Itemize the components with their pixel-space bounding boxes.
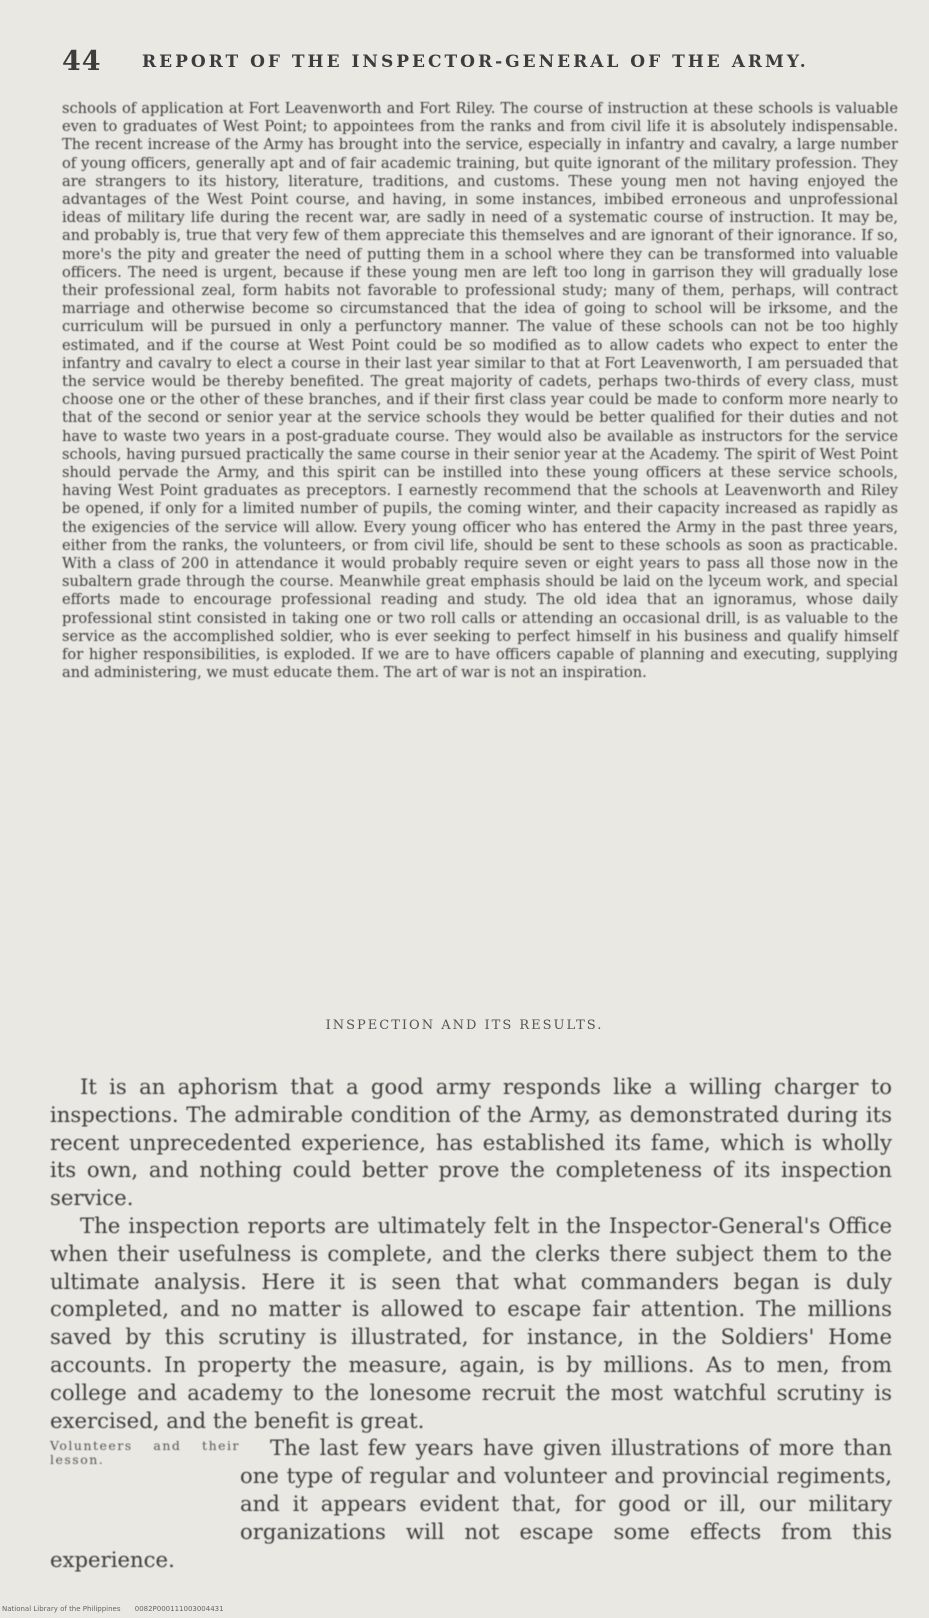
page-header (62, 46, 904, 80)
library-name: National Library of the Philippines (2, 1605, 121, 1613)
small-print-block (62, 100, 898, 683)
margin-note: Volunteers and their lesson. (50, 1438, 240, 1468)
paragraph-3: The last few years have given illustrations of more than one type of regular and volunteer and provincial regiments, and it appears evident that, for good or ill, our military organizations will not escape some effects from this experience. (50, 1435, 892, 1572)
section-heading: INSPECTION AND ITS RESULTS. (325, 1018, 604, 1033)
running-head: REPORT OF THE INSPECTOR-GENERAL OF THE ARMY. (142, 52, 809, 72)
paragraph-2: The inspection reports are ultimately felt in the Inspector-General's Office when their usefulness is complete, and the clerks there subject them to the ultimate analysis. Here it is seen that what commanders began is duly completed, and no matter is allowed to escape fair attention. The millions saved by this scrutiny is illustrated, for instance, in the Soldiers' Home accounts. In property the measure, again, is by millions. As to men, from college and academy to the lonesome recruit the most watchful scrutiny is exercised, and the benefit is great. (50, 1212, 892, 1433)
margin-note-wrap (50, 1434, 240, 1518)
large-print-block (50, 1073, 892, 1573)
library-footer (2, 1605, 236, 1613)
page-number: 44 (62, 46, 102, 77)
scan-identifier: 0082P000111003004431 (134, 1605, 224, 1613)
paragraph-1: It is an aphorism that a good army responds like a willing charger to inspections. The admirable condition of the Army, as demonstrated during its recent unprecedented experience, has established its fame, which is wholly its own, and nothing could better prove the completeness of its inspection service. (50, 1074, 892, 1211)
small-print-paragraph: schools of application at Fort Leavenworth and Fort Riley. The course of instruction at these schools is valuable even to graduates of West Point; to appointees from the ranks and from civil life it is absolutely indispensable. The recent increase of the Army has brought into the service, especially in infantry and cavalry, a large number of young officers, generally apt and of fair academic training, but quite ignorant of the military profession. They are strangers to its history, literature, traditions, and customs. These young men not having enjoyed the advantages of the West Point course, and having, in some instances, imbibed erroneous and unprofessional ideas of military life during the recent war, are sadly in need of a systematic course of instruction. It may be, and probably is, true that very few of them appreciate this themselves and are ignorant of their ignorance. If so, more's the pity and greater the need of putting them in a school where they can be transformed into valuable officers. The need is urgent, because if these young men are left too long in garrison they will gradually lose their professional zeal, form habits not favorable to professional study; many of them, perhaps, will contract marriage and otherwise become so circumstanced that the idea of going to school will be irksome, and the curriculum will be pursued in only a perfunctory manner. The value of these schools can not be too highly estimated, and if the course at West Point could be so modified as to allow cadets who expect to enter the infantry and cavalry to elect a course in their last year similar to that at Fort Leavenworth, I am persuaded that the service would be thereby benefited. The great majority of cadets, perhaps two-thirds of every class, must choose one or the other of these branches, and if their first class year could be made to conform more nearly to that of the second or senior year at the service schools they would be better qualified for their duties and not have to waste two years in a post-graduate course. They would also be available as instructors for the service schools, having pursued practically the same course in their senior year at the Academy. The spirit of West Point should pervade the Army, and this spirit can be instilled into these young officers at these service schools, having West Point graduates as preceptors. I earnestly recommend that the schools at Leavenworth and Riley be opened, if only for a limited number of pupils, the coming winter, and their capacity increased as rapidly as the exigencies of the service will allow. Every young officer who has entered the Army in the past three years, either from the ranks, the volunteers, or from civil life, should be sent to these schools as soon as practicable. With a class of 200 in attendance it would probably require seven or eight years to pass all those now in the subaltern grade through the course. Meanwhile great emphasis should be laid on the lyceum work, and special efforts made to encourage professional reading and study. The old idea that an ignoramus, whose daily professional stint consisted in taking one or two roll calls or attending an occasional drill, is as valuable to the service as the accomplished soldier, who is ever seeking to perfect himself in his business and qualify himself for higher responsibilities, is exploded. If we are to have officers capable of planning and executing, supplying and administering, we must educate them. The art of war is not an inspiration. (62, 100, 898, 682)
